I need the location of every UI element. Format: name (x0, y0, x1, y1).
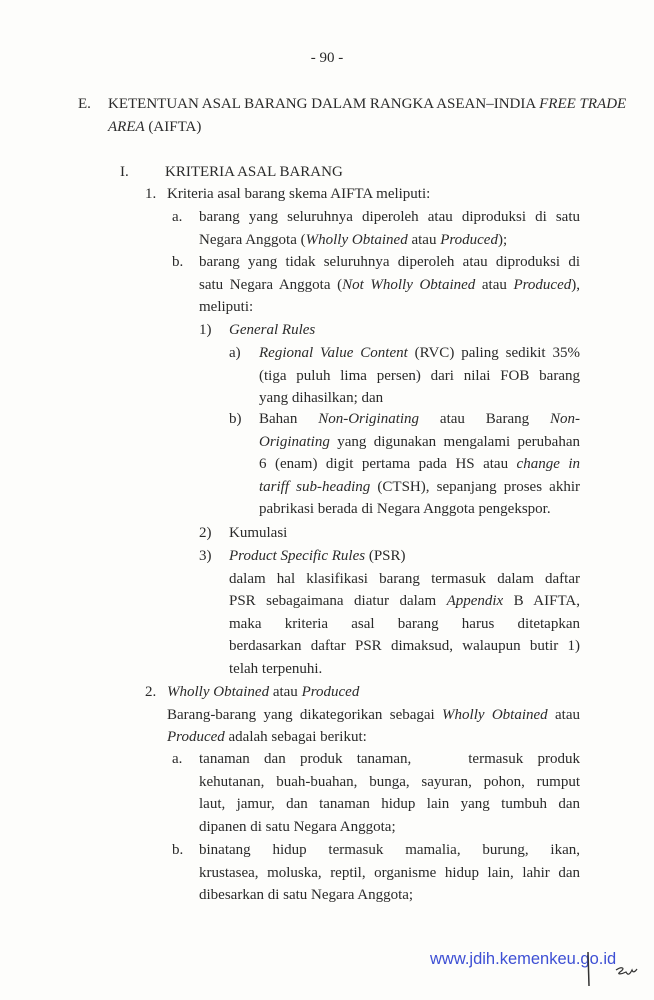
item-marker: 2) (199, 525, 212, 541)
text: 6 (enam) digit pertama pada HS atau (259, 456, 517, 473)
text-line: dipanen di satu Negara Anggota; (199, 818, 396, 835)
text-line: dalam hal klasifikasi barang termasuk dalam daftar (229, 570, 580, 587)
text: Wholly Obtained (305, 231, 408, 248)
text: PSR sebagaimana diatur dalam (229, 593, 447, 610)
subsection-heading: KRITERIA ASAL BARANG (165, 164, 343, 180)
item-paragraph (259, 408, 580, 521)
text-line: krustasea, moluska, reptil, organisme hidup lain, lahir dan (199, 864, 580, 881)
text: ), (571, 276, 580, 293)
text-line: berdasarkan daftar PSR dimaksud, walaupun butir 1) (229, 638, 580, 655)
text-line: (tiga puluh lima persen) dari nilai FOB barang (259, 367, 580, 384)
item-title: Kumulasi (229, 525, 288, 541)
text-line: pabrikasi berada di Negara Anggota pengekspor. (259, 501, 551, 518)
text-line: yang dihasilkan; dan (259, 390, 384, 407)
text: (PSR) (365, 548, 406, 564)
text: atau (407, 231, 441, 248)
section-heading (108, 93, 627, 138)
text: (RVC) paling sedikit 35% (407, 345, 580, 361)
text: Originating (259, 433, 330, 450)
text: Wholly Obtained (167, 684, 270, 700)
text-line: barang yang tidak seluruhnya diperoleh atau diproduksi di (199, 254, 580, 270)
text: ); (497, 231, 508, 248)
text: Appendix (446, 593, 504, 610)
text: yang digunakan mengalami perubahan (329, 433, 580, 450)
item-marker: b) (229, 411, 242, 427)
item-marker: 2. (145, 684, 157, 700)
item-marker: b. (172, 842, 184, 858)
text: atau (475, 276, 514, 293)
item-paragraph (199, 251, 580, 319)
item-marker: a. (172, 751, 183, 767)
text: Non-Originating (318, 411, 420, 427)
section-marker: E. (78, 96, 91, 112)
text-line: laut, jamur, dan tanaman hidup lain yang tumbuh dan (199, 796, 580, 813)
website-link[interactable]: www.jdih.kemenkeu.go.id (430, 950, 617, 968)
text: Bahan (259, 411, 319, 427)
text: Produced (167, 729, 225, 746)
text: change in (516, 456, 580, 473)
text: atau Barang (419, 411, 550, 427)
text: adalah sebagai berikut: (224, 729, 367, 746)
text: (CTSH), sepanjang proses akhir (370, 478, 580, 495)
text-line: kehutanan, buah-buahan, bunga, sayuran, pohon, rumput (199, 773, 580, 790)
text-line: dibesarkan di satu Negara Anggota; (199, 887, 414, 904)
text: Wholly Obtained (442, 706, 548, 723)
item-marker: b. (172, 254, 184, 270)
item-marker: a) (229, 345, 241, 361)
text: tariff sub-heading (259, 478, 371, 495)
page-number: - 90 - (310, 50, 344, 66)
text-line: binatang hidup termasuk mamalia, burung, ikan, (199, 842, 580, 858)
text: Not Wholly Obtained (342, 276, 476, 293)
text: Negara Anggota ( (199, 231, 306, 248)
item-paragraph (167, 681, 580, 749)
text: atau (547, 706, 580, 723)
item-paragraph (229, 545, 580, 681)
item-paragraph (259, 342, 580, 410)
text: Produced (301, 684, 360, 700)
text: atau (269, 684, 302, 700)
text-line: meliputi: (199, 299, 254, 316)
text: satu Negara Anggota ( (199, 276, 343, 293)
item-marker: a. (172, 209, 183, 225)
text: Regional Value Content (259, 345, 408, 361)
item-paragraph (199, 206, 580, 251)
item-paragraph (199, 748, 580, 838)
text: B AIFTA, (503, 593, 580, 610)
text-line: barang yang seluruhnya diperoleh atau diproduksi di satu (199, 209, 580, 225)
item-text: Kriteria asal barang skema AIFTA meliputi: (167, 186, 431, 202)
item-paragraph (199, 839, 580, 907)
signature-initials-icon (580, 948, 650, 988)
text: Non- (549, 411, 580, 427)
text-line: telah terpenuhi. (229, 660, 323, 677)
text: Product Specific Rules (229, 548, 366, 564)
text: Barang-barang yang dikategorikan sebagai (167, 706, 443, 723)
text: FREE TRADE (539, 96, 627, 112)
text-line: tanaman dan produk tanaman, termasuk produk (199, 751, 580, 767)
text: Produced (513, 276, 572, 293)
item-title: General Rules (229, 322, 316, 338)
text: (AIFTA) (144, 118, 202, 135)
item-marker: 1. (145, 186, 157, 202)
text: AREA (108, 118, 145, 135)
item-marker: 3) (199, 548, 212, 564)
text: Produced (440, 231, 498, 248)
subsection-marker: I. (120, 164, 129, 180)
text-line: maka kriteria asal barang harus ditetapkan (229, 615, 580, 632)
text: KETENTUAN ASAL BARANG DALAM RANGKA ASEAN–INDIA (108, 96, 540, 112)
item-marker: 1) (199, 322, 212, 338)
